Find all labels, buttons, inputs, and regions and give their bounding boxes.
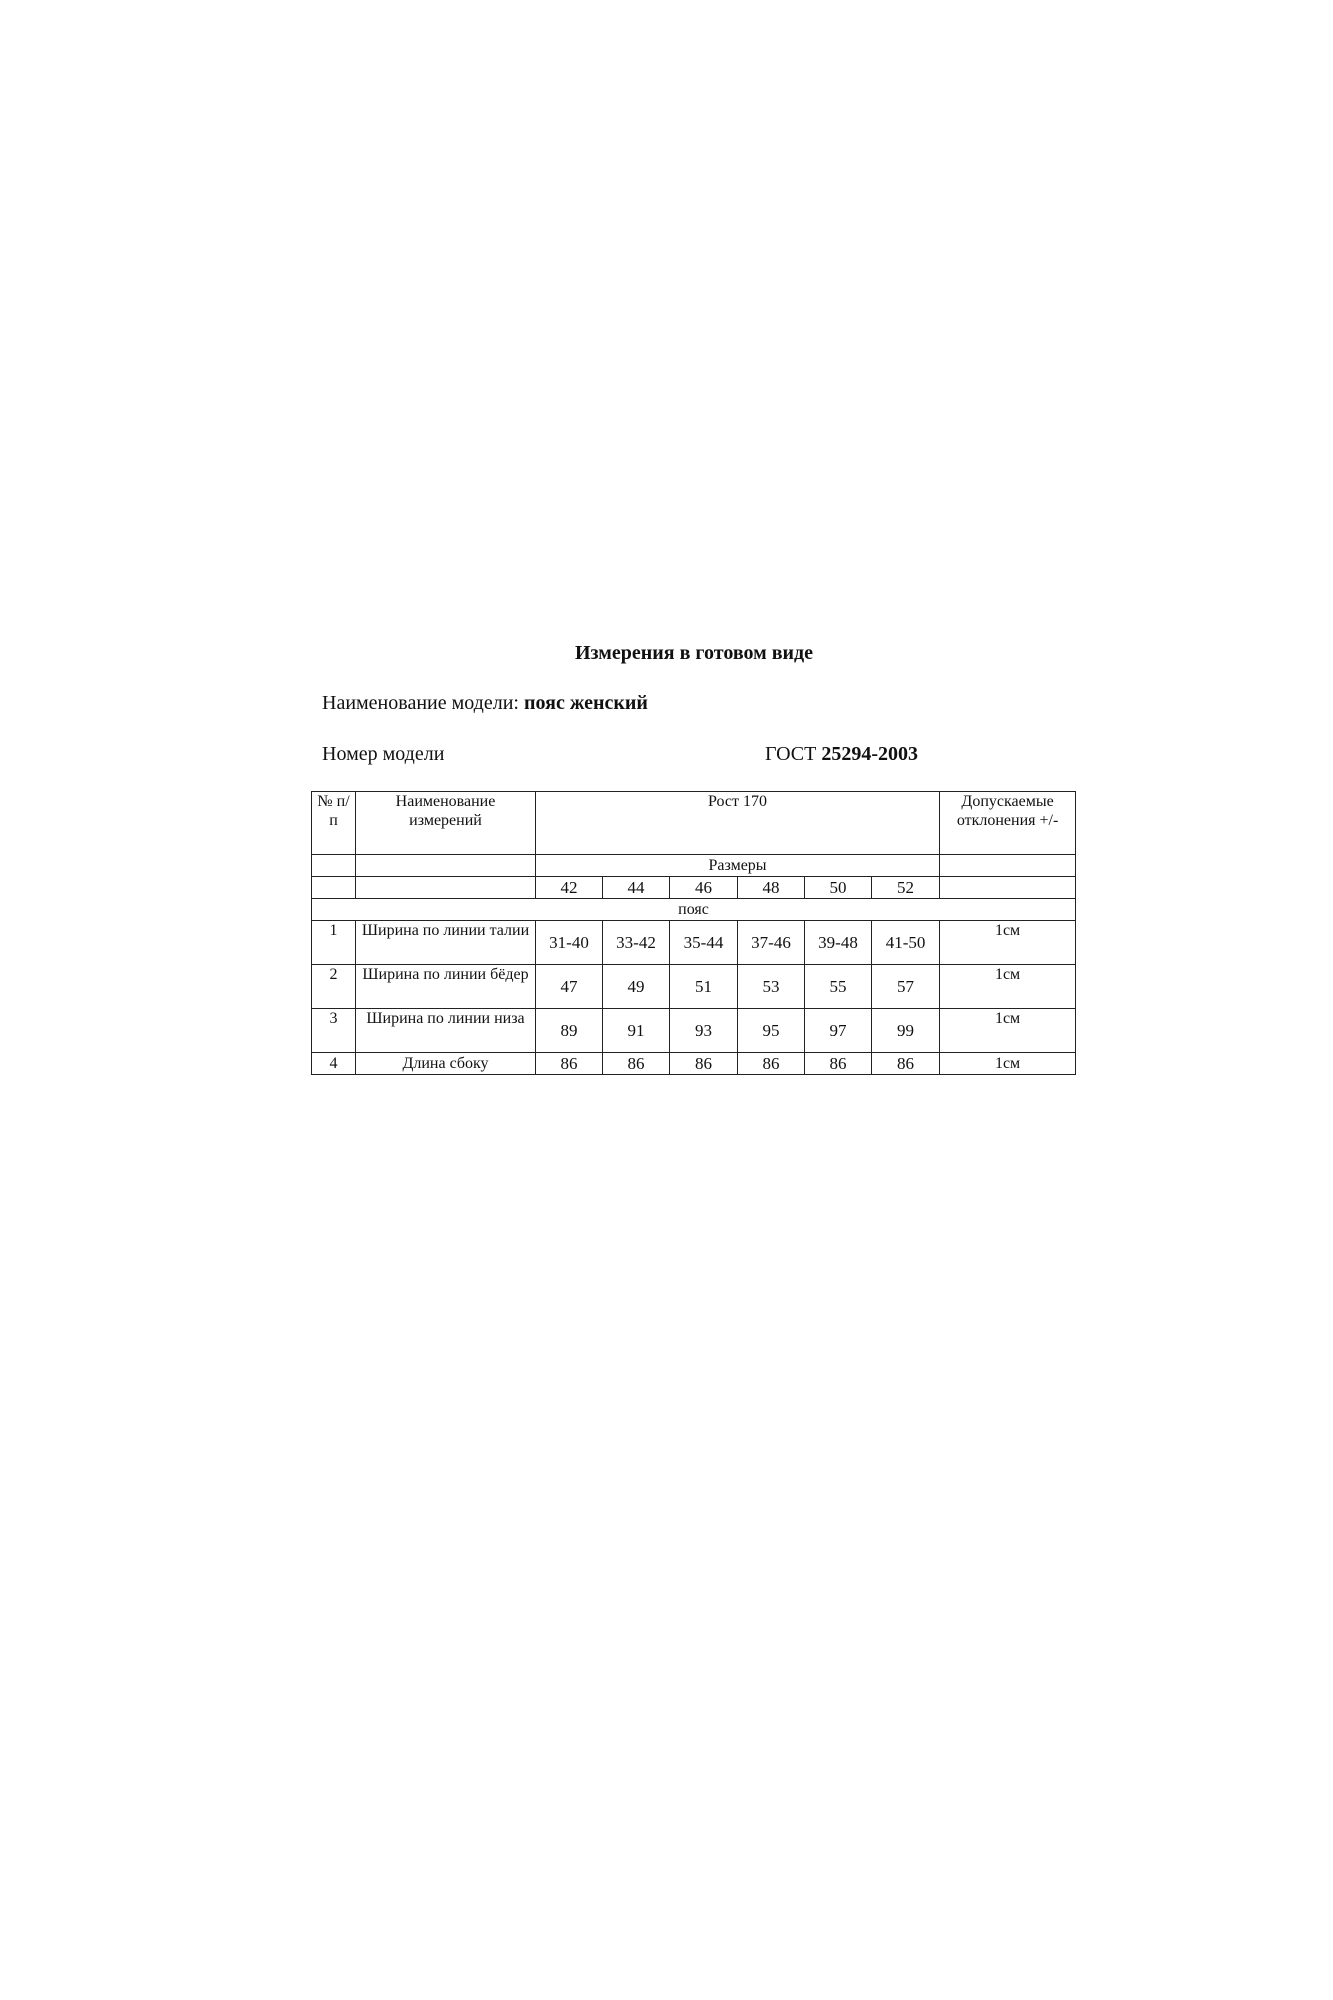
row-index: 3 xyxy=(312,1009,356,1053)
model-name-line xyxy=(322,692,648,715)
row-value: 51 xyxy=(670,965,738,1009)
table-header-row xyxy=(312,792,1076,855)
model-name-label: Наименование модели: xyxy=(322,692,519,714)
size-cell: 50 xyxy=(805,877,872,899)
size-cell: 48 xyxy=(738,877,805,899)
row-value: 47 xyxy=(536,965,603,1009)
row-value: 89 xyxy=(536,1009,603,1053)
size-cell: 42 xyxy=(536,877,603,899)
row-value: 86 xyxy=(536,1053,603,1075)
row-tolerance: 1см xyxy=(940,965,1076,1009)
gost-value: 25294-2003 xyxy=(821,743,918,765)
row-value: 41-50 xyxy=(872,921,940,965)
row-value: 86 xyxy=(603,1053,670,1075)
row-name: Ширина по линии низа xyxy=(356,1009,536,1053)
sizes-label-row xyxy=(312,855,1076,877)
sizes-row xyxy=(312,877,1076,899)
row-value: 55 xyxy=(805,965,872,1009)
empty-cell xyxy=(312,855,356,877)
row-value: 99 xyxy=(872,1009,940,1053)
empty-cell xyxy=(312,877,356,899)
gost-line xyxy=(765,743,918,766)
size-cell: 52 xyxy=(872,877,940,899)
header-sizes-label: Размеры xyxy=(536,855,940,877)
header-index: № п/п xyxy=(312,792,356,855)
size-cell: 44 xyxy=(603,877,670,899)
row-tolerance: 1см xyxy=(940,1009,1076,1053)
row-value: 39-48 xyxy=(805,921,872,965)
section-label: пояс xyxy=(312,899,1076,921)
document-title: Измерения в готовом виде xyxy=(574,642,814,664)
empty-cell xyxy=(356,855,536,877)
row-index: 1 xyxy=(312,921,356,965)
header-measurement: Наименование измерений xyxy=(356,792,536,855)
row-value: 33-42 xyxy=(603,921,670,965)
row-index: 4 xyxy=(312,1053,356,1075)
empty-cell xyxy=(356,877,536,899)
row-value: 37-46 xyxy=(738,921,805,965)
empty-cell xyxy=(940,855,1076,877)
row-value: 49 xyxy=(603,965,670,1009)
row-value: 91 xyxy=(603,1009,670,1053)
row-name: Ширина по линии талии xyxy=(356,921,536,965)
gost-label: ГОСТ xyxy=(765,743,817,765)
row-value: 93 xyxy=(670,1009,738,1053)
row-value: 35-44 xyxy=(670,921,738,965)
row-value: 57 xyxy=(872,965,940,1009)
header-tolerance: Допускаемые отклонения +/- xyxy=(940,792,1076,855)
table-row xyxy=(312,965,1076,1009)
row-name: Ширина по линии бёдер xyxy=(356,965,536,1009)
model-name-value: пояс женский xyxy=(523,692,648,714)
table-row xyxy=(312,921,1076,965)
row-value: 86 xyxy=(872,1053,940,1075)
section-row xyxy=(312,899,1076,921)
row-value: 86 xyxy=(670,1053,738,1075)
row-value: 86 xyxy=(738,1053,805,1075)
row-value: 97 xyxy=(805,1009,872,1053)
table-row xyxy=(312,1009,1076,1053)
row-value: 53 xyxy=(738,965,805,1009)
empty-cell xyxy=(940,877,1076,899)
measurements-table xyxy=(311,791,1076,1075)
row-tolerance: 1см xyxy=(940,921,1076,965)
table-row xyxy=(312,1053,1076,1075)
row-name: Длина сбоку xyxy=(356,1053,536,1075)
row-value: 86 xyxy=(805,1053,872,1075)
header-height: Рост 170 xyxy=(536,792,940,855)
row-tolerance: 1см xyxy=(940,1053,1076,1075)
row-value: 95 xyxy=(738,1009,805,1053)
size-cell: 46 xyxy=(670,877,738,899)
row-index: 2 xyxy=(312,965,356,1009)
row-value: 31-40 xyxy=(536,921,603,965)
model-number-label: Номер модели xyxy=(322,743,445,765)
